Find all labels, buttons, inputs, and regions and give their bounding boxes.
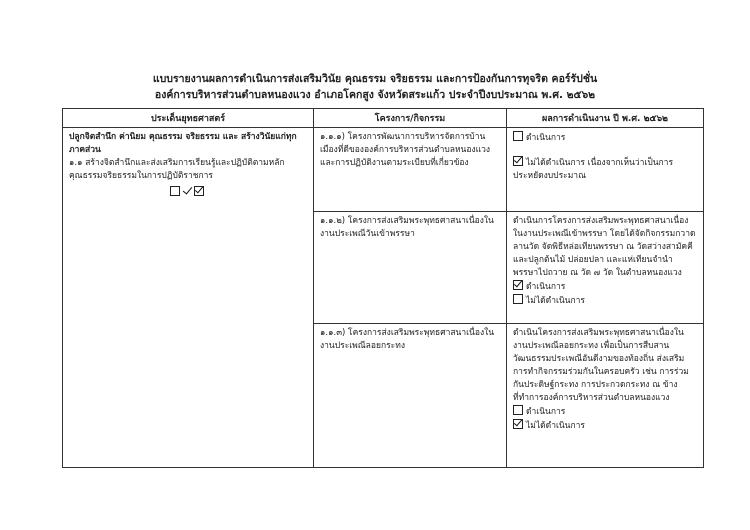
project-cell-1: ๑.๑.๑) โครงการพัฒนาการบริหารจัดการบ้านเมืองที่ดีขององค์การบริหารส่วนตำบลหนองแวงและการปฏิบัติงานตามระเบียบที่เกี่ยวข้อง xyxy=(314,128,507,212)
option-done-2: ดำเนินการ xyxy=(513,280,697,294)
table-row xyxy=(63,128,704,212)
strategy-text: ๑.๑ สร้างจิตสำนึกและส่งเสริมการเรียนรู้และปฏิบัติตามหลักคุณธรรมจริยธรรมในการปฏิบัติราชการ xyxy=(69,158,285,181)
option-done-1: ดำเนินการ xyxy=(513,131,697,145)
project-cell-2: ๑.๑.๒) โครงการส่งเสริมพระพุทธศาสนาเนื่องในงานประเพณีวันเข้าพรรษา xyxy=(314,212,507,324)
option-done-3: ดำเนินการ xyxy=(513,405,697,419)
header-project: โครงการ/กิจกรรม xyxy=(314,109,507,128)
header-result: ผลการดำเนินงาน ปี พ.ศ. ๒๕๖๒ xyxy=(507,109,704,128)
checkbox-checked-icon[interactable] xyxy=(513,419,523,429)
option-not-done-1: ไม่ได้ดำเนินการ เนื่องจากเห็นว่าเป็นการประหยัดงบประมาณ xyxy=(513,158,674,181)
report-table xyxy=(62,108,704,468)
report-title: แบบรายงานผลการดำเนินการส่งเสริมวินัย คุณธรรม จริยธรรม และการป้องกันการทุจริต คอร์รัปชั่น xyxy=(152,73,598,85)
result-cell-2 xyxy=(507,212,704,324)
option-not-done-2: ไม่ได้ดำเนินการ xyxy=(513,294,697,308)
project-cell-3: ๑.๑.๓) โครงการส่งเสริมพระพุทธศาสนาเนื่องในงานประเพณีลอยกระทง xyxy=(314,324,507,468)
checkbox-checked-icon[interactable] xyxy=(513,156,523,166)
check-mark-icon xyxy=(182,184,192,194)
checkbox-icon[interactable] xyxy=(513,131,523,141)
header-strategy: ประเด็นยุทธศาสตร์ xyxy=(63,109,314,128)
result-cell-1 xyxy=(507,128,704,212)
strategy-cell xyxy=(63,128,314,468)
checkbox-checked-icon xyxy=(194,186,204,196)
checkbox-icon[interactable] xyxy=(513,405,523,415)
checkbox-checked-icon[interactable] xyxy=(513,280,523,290)
table-header-row xyxy=(63,109,704,128)
result-text-2: ดำเนินการโครงการส่งเสริมพระพุทธศาสนาเนื่องในงานประเพณีเข้าพรรษา โดยได้จัดกิจกรรมกวาดลานวัด จัดพิธีหล่อเทียนพรรษา ณ วัดสว่างสามัคคีและปลูกต้นไม้ ปล่อยปลา และแห่เทียนจำนำพรรษาไปถวาย ณ วัด ๗ วัด ในตำบลหนองแวง xyxy=(513,216,696,278)
report-subtitle: องค์การบริหารส่วนตำบลหนองแวง อำเภอโคกสูง จังหวัดสระแก้ว ประจำปีงบประมาณ พ.ศ. ๒๕๖๒ xyxy=(154,89,596,101)
checkbox-icon[interactable] xyxy=(513,294,523,304)
result-cell-3 xyxy=(507,324,704,468)
strategy-checkbox-mark xyxy=(69,185,307,200)
option-not-done-3: ไม่ได้ดำเนินการ xyxy=(513,419,697,433)
checkbox-empty-icon xyxy=(170,186,180,196)
strategy-heading: ปลูกจิตสำนึก ค่านิยม คุณธรรม จริยธรรม และ สร้างวินัยแก่ทุกภาคส่วน xyxy=(69,132,297,155)
result-text-3: ดำเนินโครงการส่งเสริมพระพุทธศาสนาเนื่องในงานประเพณีลอยกระทง เพื่อเป็นการสืบสานวัฒนธรรมประเพณีอันดีงามของท้องถิ่น ส่งเสริมการทำกิจกรรมร่วมกันในครอบครัว เช่น การร่วมกันประดิษฐ์กระทง การประกวดกระทง ณ ข้างที่ทำการองค์การบริหารส่วนตำบลหนองแวง xyxy=(513,328,689,403)
